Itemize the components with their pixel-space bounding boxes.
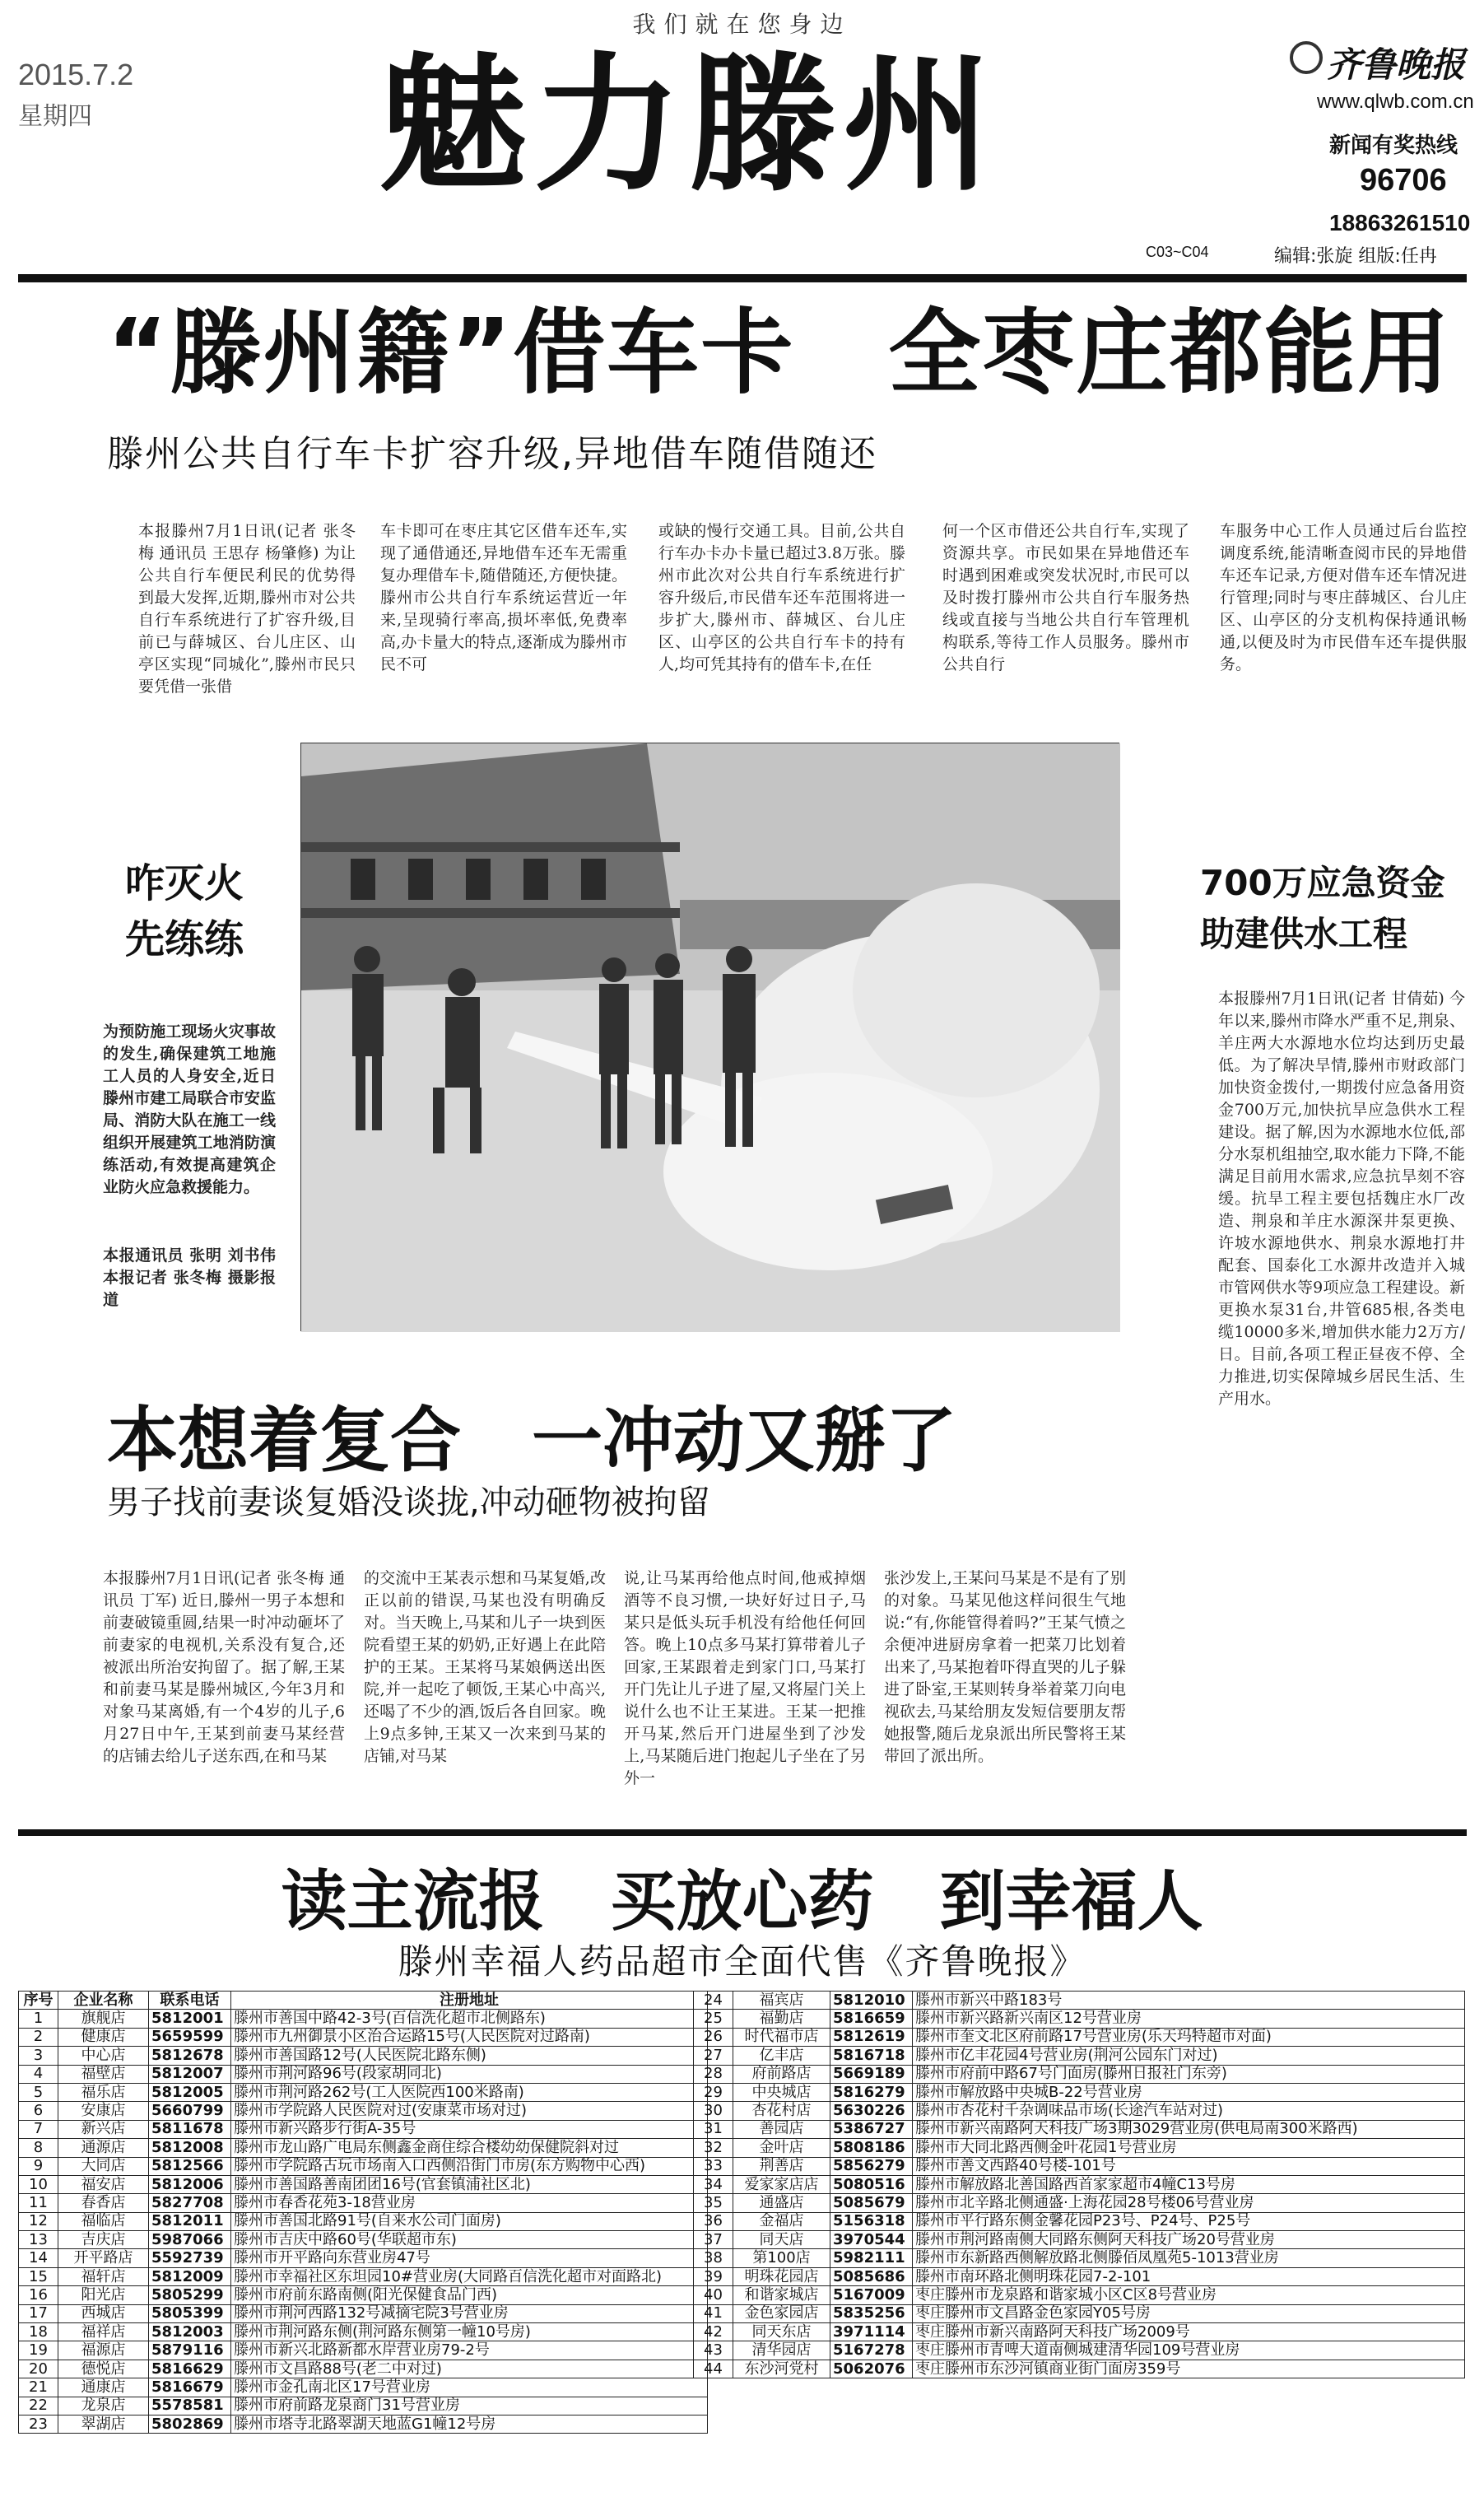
table-row [19,2065,708,2083]
table-row [694,2102,1465,2120]
store-number: 28 [694,2065,733,2083]
table-row [19,2139,708,2157]
store-number: 14 [19,2249,58,2267]
table-row [19,2120,708,2138]
store-address: 枣庄滕州市东沙河镇商业街门面房359号 [913,2360,1465,2378]
store-name: 开平路店 [58,2249,149,2267]
table-row [694,2194,1465,2212]
fire-drill-photo [300,743,1119,1331]
store-name: 清华园店 [733,2341,830,2360]
store-phone: 5856279 [830,2157,913,2175]
website[interactable]: www.qlwb.com.cn [1317,91,1474,113]
store-address: 滕州市龙山路广电局东侧鑫金商住综合楼幼幼保健院斜对过 [231,2139,708,2157]
store-address: 滕州市善文西路40号楼-101号 [913,2157,1465,2175]
store-address: 滕州市荆河路南侧大同路东侧阿天科技广场20号营业房 [913,2231,1465,2249]
table-row [19,2102,708,2120]
store-phone: 5808186 [830,2139,913,2157]
store-name: 和谐家城店 [733,2286,830,2304]
page-numbers: C03~C04 [1146,244,1209,260]
store-number: 8 [19,2139,58,2157]
lead-column-5: 车服务中心工作人员通过后台监控调度系统,能清晰查阅市民的异地借车还车记录,方便对借车还车情况进行管理;同时与枣庄薛城区、台儿庄区、山亭区的分支机构保持通讯畅通,以便及时为市民借车还车提供服务。 [1220,522,1467,673]
store-number: 41 [694,2304,733,2322]
story2-headline: 本想着复合 一冲动又掰了 [107,1400,956,1482]
table-row [694,2304,1465,2322]
store-name: 福勤店 [733,2010,830,2028]
store-address: 滕州市府前路龙泉商门31号营业房 [231,2397,708,2415]
store-name: 德悦店 [58,2360,149,2378]
store-address: 滕州市新兴路新兴南区12号营业房 [913,2010,1465,2028]
issue-date: 2015.7.2 [18,58,134,91]
store-number: 15 [19,2267,58,2285]
store-phone: 5578581 [149,2397,231,2415]
store-name: 善园店 [733,2120,830,2138]
table-row [19,2175,708,2193]
issue-weekday: 星期四 [18,102,92,131]
table-row [19,2157,708,2175]
store-name: 亿丰店 [733,2047,830,2065]
store-phone: 5811678 [149,2120,231,2138]
store-address: 滕州市文昌路88号(老二中对过) [231,2360,708,2378]
store-address: 滕州市金孔南北区17号营业房 [231,2378,708,2397]
store-phone: 5660799 [149,2102,231,2120]
story2-column-1: 本报滕州7月1日讯(记者 张冬梅 通讯员 丁军) 近日,滕州一男子本想和前妻破镜重圆,结果一时冲动砸坏了前妻家的电视机,关系没有复合,还被派出所治安拘留了。据了解,王某和前妻马某是滕州城区,今年3月和对象马某离婚,有一个4岁的儿子,6月27日中午,王某到前妻马某经营的店铺去给儿子送东西,在和马某 [103,1569,345,1765]
store-address: 滕州市府前中路67号门面房(滕州日报社门东旁) [913,2065,1465,2083]
lead-column-3: 或缺的慢行交通工具。目前,公共自行车办卡办卡量已超过3.8万张。滕州市此次对公共自行车系统进行扩容升级后,市民借车还车范围将进一步扩大,滕州市、薛城区、台儿庄区、山亭区的公共自行车卡的持有人,均可凭其持有的借车卡,在任 [658,522,905,673]
table-row [19,2267,708,2285]
table-row [694,2249,1465,2267]
story2-column-4: 张沙发上,王某问马某是不是有了别的对象。马某见他这样问很生气地说:“有,你能管得着吗?”王某气愤之余便冲进厨房拿着一把菜刀比划着出来了,马某抱着吓得直哭的儿子躲进了卧室,王某则转身举着菜刀向电视砍去,马某给朋友发短信要朋友帮她报警,随后龙泉派出所民警将王某带回了派出所。 [884,1569,1126,1765]
table-row [19,2231,708,2249]
store-name: 杏花村店 [733,2102,830,2120]
store-number: 30 [694,2102,733,2120]
table-row [694,2360,1465,2378]
table-row [19,2397,708,2415]
store-phone: 5167009 [830,2286,913,2304]
store-phone: 5812011 [149,2212,231,2230]
store-number: 27 [694,2047,733,2065]
right-story-body: 本报滕州7月1日讯(记者 甘倩茹) 今年以来,滕州市降水严重不足,荆泉、羊庄两大水源地水位均达到历史最低。为了解决旱情,滕州市财政部门加快资金拨付,一期拨付应急备用资金700万元,加快抗旱应急供水工程建设。据了解,因为水源地水位低,部分水泵机组抽空,取水能力下降,不能满足目前用水需求,应急抗旱刻不容缓。抗旱工程主要包括魏庄水厂改造、荆泉和羊庄水源深井泵更换、许坡水源地供水、荆泉水源地打井配套、国泰化工水源井改造并入城市管网供水等9项应急工程建设。新更换水泵31台,井管685根,各类电缆10000多米,增加供水能力2万方/日。目前,各项工程正昼夜不停、全力推进,切实保障城乡居民生活、生产用水。 [1218,990,1465,1408]
ad-divider [18,1829,1467,1836]
store-phone: 5812619 [830,2028,913,2046]
store-name: 金色家园店 [733,2304,830,2322]
store-address: 滕州市新兴路步行街A-35号 [231,2120,708,2138]
store-name: 大同店 [58,2157,149,2175]
table-row [19,2083,708,2101]
phone-number: 18863261510 [1329,210,1471,235]
store-address: 滕州市府前东路南侧(阳光保健食品门西) [231,2286,708,2304]
table-row [694,2028,1465,2046]
lead-column-1: 本报滕州7月1日讯(记者 张冬梅 通讯员 王思存 杨肇修) 为让公共自行车便民利民的优势得到最大发挥,近期,滕州市对公共自行车系统进行了扩容升级,目前已与薛城区、台儿庄区、山亭区实现“同城化”,滕州市民只要凭借一张借 [138,522,356,696]
page-title: 魅力滕州 [379,38,998,212]
store-name: 福乐店 [58,2083,149,2101]
store-address: 滕州市大同北路西侧金叶花园1号营业房 [913,2139,1465,2157]
store-name: 时代福市店 [733,2028,830,2046]
store-address: 滕州市平行路东侧金馨花园P23号、P24号、P25号 [913,2212,1465,2230]
store-phone: 5659599 [149,2028,231,2046]
store-address: 滕州市新兴北路新都水岸营业房79-2号 [231,2341,708,2360]
store-phone: 5827708 [149,2194,231,2212]
col-header-phone: 联系电话 [149,1992,231,2010]
store-number: 24 [694,1992,733,2010]
store-phone: 5987066 [149,2231,231,2249]
store-phone: 5982111 [830,2249,913,2267]
newspaper-logo-icon [1290,41,1323,74]
store-address: 滕州市开平路向东营业房47号 [231,2249,708,2267]
store-phone: 5816679 [149,2378,231,2397]
table-row [19,2286,708,2304]
store-number: 21 [19,2378,58,2397]
table-row [694,2212,1465,2230]
store-name: 福祥店 [58,2323,149,2341]
store-address: 枣庄滕州市青啤大道南侧城建清华园109号营业房 [913,2341,1465,2360]
store-number: 17 [19,2304,58,2322]
store-phone: 5812678 [149,2047,231,2065]
store-number: 38 [694,2249,733,2267]
store-number: 13 [19,2231,58,2249]
store-address: 滕州市亿丰花园4号营业房(荆河公园东门对过) [913,2047,1465,2065]
table-row [19,2212,708,2230]
editor-credit: 编辑:张旋 组版:任冉 [1274,246,1437,267]
story2-subhead: 男子找前妻谈复婚没谈拢,冲动砸物被拘留 [107,1484,710,1521]
store-address: 滕州市荆河西路132号减摘宅院3号营业房 [231,2304,708,2322]
store-phone: 5669189 [830,2065,913,2083]
table-row [19,2010,708,2028]
right-story-headline-2: 助建供水工程 [1200,914,1408,954]
store-name: 吉庆店 [58,2231,149,2249]
store-name: 中央城店 [733,2083,830,2101]
store-phone: 5802869 [149,2415,231,2433]
col-header-name: 企业名称 [58,1992,149,2010]
store-address: 滕州市新兴南路阿天科技广场3期3029营业房(供电局南300米路西) [913,2120,1465,2138]
store-address: 滕州市荆河路东侧(荆河路东侧第一幢10号房) [231,2323,708,2341]
table-row [19,2415,708,2433]
table-row [19,2047,708,2065]
lead-column-4: 何一个区市借还公共自行车,实现了资源共享。市民如果在异地借还车时遇到困难或突发状况时,市民可以及时拨打滕州市公共自行车服务热线或直接与当地公共自行车管理机构联系,等待工作人员服务。滕州市公共自行 [942,522,1189,673]
store-number: 19 [19,2341,58,2360]
store-name: 安康店 [58,2102,149,2120]
store-phone: 5085679 [830,2194,913,2212]
table-row [19,2249,708,2267]
store-name: 西城店 [58,2304,149,2322]
store-phone: 5812008 [149,2139,231,2157]
store-number: 4 [19,2065,58,2083]
store-name: 旗舰店 [58,2010,149,2028]
table-row [694,2065,1465,2083]
table-row [694,2231,1465,2249]
store-phone: 5879116 [149,2341,231,2360]
store-phone: 5805399 [149,2304,231,2322]
store-phone: 5816279 [830,2083,913,2101]
store-phone: 5156318 [830,2212,913,2230]
table-row [19,2304,708,2322]
store-phone: 5812001 [149,2010,231,2028]
store-name: 金叶店 [733,2139,830,2157]
store-address: 滕州市东新路西侧解放路北侧滕佰凤凰苑5-1013营业房 [913,2249,1465,2267]
store-name: 明珠花园店 [733,2267,830,2285]
store-address: 枣庄滕州市文昌路金色家园Y05号房 [913,2304,1465,2322]
store-number: 12 [19,2212,58,2230]
store-phone: 5812005 [149,2083,231,2101]
store-address: 枣庄滕州市新兴南路阿天科技广场2009号 [913,2323,1465,2341]
store-number: 18 [19,2323,58,2341]
store-phone: 5085686 [830,2267,913,2285]
store-number: 2 [19,2028,58,2046]
col-header-no: 序号 [19,1992,58,2010]
table-row [694,2341,1465,2360]
store-number: 31 [694,2120,733,2138]
table-row [694,2157,1465,2175]
left-story-headline-2: 先练练 [125,916,244,962]
store-address: 枣庄滕州市龙泉路和谐家城小区C区8号营业房 [913,2286,1465,2304]
store-number: 37 [694,2231,733,2249]
store-phone: 5812010 [830,1992,913,2010]
store-name: 阳光店 [58,2286,149,2304]
store-phone: 5816718 [830,2047,913,2065]
store-address: 滕州市荆河路96号(段家胡同北) [231,2065,708,2083]
store-number: 35 [694,2194,733,2212]
table-row [19,2323,708,2341]
store-address: 滕州市春香花苑3-18营业房 [231,2194,708,2212]
store-phone: 5816659 [830,2010,913,2028]
table-row [694,2047,1465,2065]
store-address: 滕州市学院路人民医院对过(安康菜市场对过) [231,2102,708,2120]
table-row [694,2267,1465,2285]
store-address: 滕州市幸福社区东坦园10#营业房(大同路百信洗化超市对面路北) [231,2267,708,2285]
store-number: 5 [19,2083,58,2101]
store-number: 26 [694,2028,733,2046]
header-divider [18,274,1467,282]
store-phone: 5816629 [149,2360,231,2378]
left-story-headline-1: 咋灭火 [125,860,244,906]
store-phone: 3970544 [830,2231,913,2249]
right-story-headline-1: 700万应急资金 [1200,863,1445,903]
store-phone: 5805299 [149,2286,231,2304]
store-address: 滕州市奎文北区府前路17号营业房(乐天玛特超市对面) [913,2028,1465,2046]
table-row [694,2286,1465,2304]
store-number: 16 [19,2286,58,2304]
store-number: 33 [694,2157,733,2175]
table-row [694,2083,1465,2101]
store-number: 36 [694,2212,733,2230]
store-address: 滕州市荆河路262号(工人医院西100米路南) [231,2083,708,2101]
ad-headline: 读主流报 买放心药 到幸福人 [281,1863,1203,1940]
store-number: 23 [19,2415,58,2433]
lead-column-2: 车卡即可在枣庄其它区借车还车,实现了通借通还,异地借车还车无需重复办理借车卡,随借随还,方便快捷。滕州市公共自行车系统运营近一年来,呈现骑行率高,损坏率低,免费率高,办卡量大的特点,逐渐成为滕州市民不可 [380,522,627,673]
store-number: 10 [19,2175,58,2193]
store-number: 22 [19,2397,58,2415]
store-number: 3 [19,2047,58,2065]
store-name: 东沙河党村 [733,2360,830,2378]
store-phone: 5167278 [830,2341,913,2360]
store-phone: 3971114 [830,2323,913,2341]
store-name: 通盛店 [733,2194,830,2212]
store-name: 第100店 [733,2249,830,2267]
table-row [694,2139,1465,2157]
store-address: 滕州市善国路善南团团16号(官套镇浦社区北) [231,2175,708,2193]
store-number: 32 [694,2139,733,2157]
table-row [19,2341,708,2360]
table-row [694,2010,1465,2028]
table-row [694,2175,1465,2193]
store-number: 20 [19,2360,58,2378]
store-number: 25 [694,2010,733,2028]
store-number: 11 [19,2194,58,2212]
store-table-left [18,1991,708,2434]
col-header-address: 注册地址 [231,1992,708,2010]
store-phone: 5812566 [149,2157,231,2175]
store-number: 34 [694,2175,733,2193]
store-number: 44 [694,2360,733,2378]
table-row [19,2028,708,2046]
store-address: 滕州市解放路中央城B-22号营业房 [913,2083,1465,2101]
store-name: 福安店 [58,2175,149,2193]
store-table-right [693,1991,1465,2378]
store-name: 金福店 [733,2212,830,2230]
store-number: 7 [19,2120,58,2138]
store-name: 福轩店 [58,2267,149,2285]
store-phone: 5835256 [830,2304,913,2322]
store-number: 40 [694,2286,733,2304]
store-name: 春香店 [58,2194,149,2212]
store-name: 福壁店 [58,2065,149,2083]
store-phone: 5812006 [149,2175,231,2193]
store-phone: 5812003 [149,2323,231,2341]
store-phone: 5630226 [830,2102,913,2120]
newspaper-brand: 齐鲁晚报 [1327,44,1466,85]
table-row [694,2323,1465,2341]
store-address: 滕州市北辛路北侧通盛·上海花园28号楼06号营业房 [913,2194,1465,2212]
table-row [19,2194,708,2212]
store-phone: 5812007 [149,2065,231,2083]
store-address: 滕州市学院路古玩市场南入口西侧沿街门市房(东方购物中心西) [231,2157,708,2175]
store-name: 福宾店 [733,1992,830,2010]
lead-subhead: 滕州公共自行车卡扩容升级,异地借车随借随还 [107,433,877,475]
hotline-number: 96706 [1360,163,1447,198]
hotline-label: 新闻有奖热线 [1329,133,1458,158]
left-story-credit: 本报通讯员 张明 刘书伟 本报记者 张冬梅 摄影报道 [103,1246,276,1309]
store-address: 滕州市善国北路91号(自来水公司门面房) [231,2212,708,2230]
store-address: 滕州市塔寺北路翠湖天地蓝G1幢12号房 [231,2415,708,2433]
store-name: 爱家家店店 [733,2175,830,2193]
store-address: 滕州市杏花村千杂调味品市场(长途汽车站对过) [913,2102,1465,2120]
store-phone: 5062076 [830,2360,913,2378]
store-address: 滕州市善国中路42-3号(百信洗化超市北侧路东) [231,2010,708,2028]
table-row [694,1992,1465,2010]
store-number: 39 [694,2267,733,2285]
store-name: 翠湖店 [58,2415,149,2433]
store-number: 1 [19,2010,58,2028]
store-name: 通康店 [58,2378,149,2397]
store-name: 健康店 [58,2028,149,2046]
store-address: 滕州市南环路北侧明珠花园7-2-101 [913,2267,1465,2285]
store-address: 滕州市九州御景小区治合运路15号(人民医院对过路南) [231,2028,708,2046]
store-number: 43 [694,2341,733,2360]
lead-headline: “滕州籍”借车卡 全枣庄都能用 [107,300,1452,407]
table-row [19,2378,708,2397]
left-story-body: 为预防施工现场火灾事故的发生,确保建筑工地施工人员的人身安全,近日滕州市建工局联合市安监局、消防大队在施工一线组织开展建筑工地消防演练活动,有效提高建筑企业防火应急救援能力。 [103,1023,276,1196]
ad-subhead: 滕州幸福人药品超市全面代售《齐鲁晚报》 [398,1941,1086,1982]
store-address: 滕州市新兴中路183号 [913,1992,1465,2010]
store-phone: 5080516 [830,2175,913,2193]
store-phone: 5386727 [830,2120,913,2138]
store-address: 滕州市解放路北善国路西首家家超市4幢C13号房 [913,2175,1465,2193]
story2-column-2: 的交流中王某表示想和马某复婚,改正以前的错误,马某也没有明确反对。当天晚上,马某和儿子一块到医院看望王某的奶奶,正好遇上在此陪护的王某。王某将马某娘俩送出医院,并一起吃了顿饭,王某心中高兴,还喝了不少的酒,饭后各自回家。晚上9点多钟,王某又一次来到马某的店铺,对马某 [364,1569,606,1765]
story2-column-3: 说,让马某再给他点时间,他戒掉烟酒等不良习惯,一块好好过日子,马某只是低头玩手机没有给他任何回答。晚上10点多马某打算带着儿子回家,王某跟着走到家门口,马某打开门先让儿子进了屋,又将屋门关上说什么也不让王某进。王某一把推开马某,然后开门进屋坐到了沙发上,马某随后进门抱起儿子坐在了另外一 [624,1569,866,1787]
store-address: 滕州市吉庆中路60号(华联超市东) [231,2231,708,2249]
table-row [694,2120,1465,2138]
store-number: 6 [19,2102,58,2120]
store-phone: 5812009 [149,2267,231,2285]
store-number: 29 [694,2083,733,2101]
store-name: 新兴店 [58,2120,149,2138]
fire-drill-illustration [301,743,1120,1332]
store-phone: 5592739 [149,2249,231,2267]
store-name: 同天东店 [733,2323,830,2341]
store-number: 9 [19,2157,58,2175]
store-name: 中心店 [58,2047,149,2065]
table-row [19,2360,708,2378]
store-address: 滕州市善国路12号(人民医院北路东侧) [231,2047,708,2065]
store-name: 同天店 [733,2231,830,2249]
store-name: 福临店 [58,2212,149,2230]
store-number: 42 [694,2323,733,2341]
store-name: 府前路店 [733,2065,830,2083]
store-name: 荆善店 [733,2157,830,2175]
store-name: 龙泉店 [58,2397,149,2415]
store-name: 通源店 [58,2139,149,2157]
slogan: 我们就在您身边 [632,11,852,38]
store-name: 福源店 [58,2341,149,2360]
